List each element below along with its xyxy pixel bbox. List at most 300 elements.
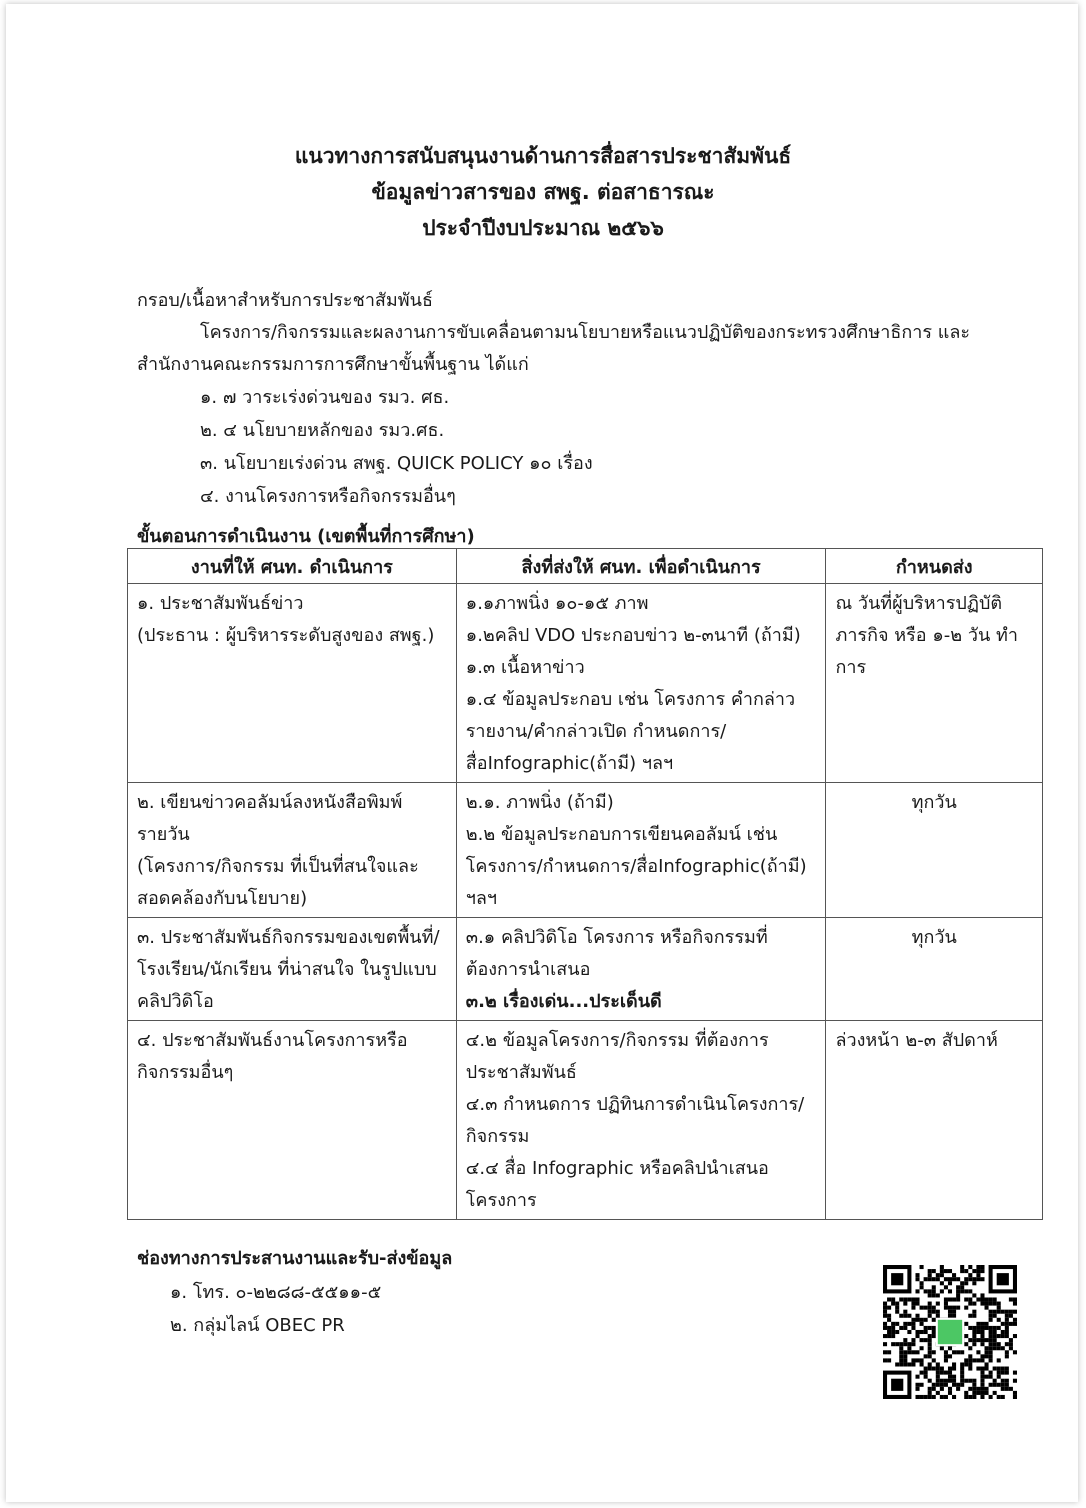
qr-module [968, 1395, 972, 1399]
qr-module [1013, 1371, 1017, 1375]
qr-module [968, 1277, 972, 1281]
qr-module [936, 1310, 940, 1314]
qr-module [907, 1314, 911, 1318]
qr-module [883, 1342, 887, 1346]
qr-module [952, 1379, 956, 1383]
qr-module [920, 1395, 924, 1399]
qr-module [960, 1383, 964, 1387]
qr-module [1005, 1310, 1009, 1314]
qr-module [887, 1314, 891, 1318]
qr-module [948, 1354, 952, 1358]
qr-module [964, 1322, 968, 1326]
qr-module [972, 1338, 976, 1342]
qr-module [1001, 1379, 1005, 1383]
qr-module [976, 1273, 980, 1277]
qr-module [940, 1273, 944, 1277]
qr-module [928, 1342, 932, 1346]
items-cell [456, 918, 826, 1021]
items-cell-line: ๔.๔ สื่อ Infographic หรือคลิปนำเสนอ [465, 1158, 769, 1179]
title-line-2: ข้อมูลข่าวสารของ สพฐ. ต่อสาธารณะ [371, 180, 715, 204]
items-cell-line: ๑.๔ ข้อมูลประกอบ เช่น โครงการ คำกล่าว [465, 689, 796, 710]
qr-module [932, 1350, 936, 1354]
task-cell-line: ๑. ประชาสัมพันธ์ข่าว [137, 593, 304, 614]
qr-module [883, 1306, 887, 1310]
qr-module [940, 1269, 944, 1273]
qr-module [932, 1269, 936, 1273]
qr-module [976, 1338, 980, 1342]
qr-module [940, 1289, 944, 1293]
framework-paragraph-line-2: สำนักงานคณะกรรมการการศึกษาขั้นพื้นฐาน ได้แก่ [137, 354, 529, 375]
qr-module [993, 1302, 997, 1306]
qr-module [968, 1354, 972, 1358]
qr-module [887, 1297, 891, 1301]
qr-module [997, 1395, 1001, 1399]
qr-module [887, 1350, 891, 1354]
qr-module [936, 1314, 940, 1318]
qr-module [924, 1375, 928, 1379]
qr-module [899, 1362, 903, 1366]
qr-module [920, 1265, 924, 1269]
qr-module [928, 1395, 932, 1399]
qr-module [915, 1277, 919, 1281]
qr-module [1005, 1387, 1009, 1391]
qr-module [899, 1297, 903, 1301]
qr-module [985, 1354, 989, 1358]
qr-module [911, 1302, 915, 1306]
deadline-cell-line: ทุกวัน [911, 927, 957, 948]
qr-module [932, 1285, 936, 1289]
items-cell-line: ๓.๒ เรื่องเด่น...ประเด็นดี [465, 991, 662, 1012]
qr-module [948, 1277, 952, 1281]
qr-module [948, 1367, 952, 1371]
deadline-cell-line: ณ วันที่ผู้บริหารปฏิบัติ [835, 593, 1003, 614]
qr-module [936, 1273, 940, 1277]
contact-phone: ๑. โทร. ๐-๒๒๘๘-๕๕๑๑-๕ [170, 1282, 382, 1303]
qr-module [972, 1334, 976, 1338]
qr-module [1005, 1322, 1009, 1326]
qr-module [989, 1310, 993, 1314]
line-logo-icon [938, 1320, 962, 1344]
qr-module [985, 1362, 989, 1366]
qr-module [883, 1310, 887, 1314]
qr-module [976, 1350, 980, 1354]
qr-module [903, 1297, 907, 1301]
qr-module [993, 1379, 997, 1383]
qr-module [932, 1293, 936, 1297]
qr-module [899, 1326, 903, 1330]
qr-module [997, 1334, 1001, 1338]
qr-module [993, 1383, 997, 1387]
qr-module [997, 1326, 1001, 1330]
qr-module [964, 1306, 968, 1310]
qr-module [980, 1387, 984, 1391]
qr-module [928, 1391, 932, 1395]
qr-module [891, 1334, 895, 1338]
qr-module [928, 1334, 932, 1338]
qr-module [956, 1306, 960, 1310]
qr-module [976, 1358, 980, 1362]
qr-module [972, 1358, 976, 1362]
qr-module [928, 1367, 932, 1371]
qr-module [968, 1367, 972, 1371]
qr-module [915, 1375, 919, 1379]
task-cell-line: ๓. ประชาสัมพันธ์กิจกรรมของเขตพื้นที่/ [137, 927, 440, 948]
qr-module [989, 1383, 993, 1387]
qr-module [980, 1358, 984, 1362]
qr-module [972, 1391, 976, 1395]
qr-module [993, 1297, 997, 1301]
qr-module [960, 1362, 964, 1366]
qr-module [989, 1375, 993, 1379]
qr-module [915, 1302, 919, 1306]
qr-module [924, 1338, 928, 1342]
qr-module [952, 1362, 956, 1366]
qr-module [968, 1273, 972, 1277]
qr-module [952, 1383, 956, 1387]
qr-module [907, 1350, 911, 1354]
qr-module [952, 1297, 956, 1301]
qr-module [944, 1350, 948, 1354]
framework-item: ๔. งานโครงการหรือกิจกรรมอื่นๆ [200, 486, 456, 507]
task-cell-line: (โครงการ/กิจกรรม ที่เป็นที่สนใจและ [137, 856, 419, 877]
qr-module [924, 1306, 928, 1310]
qr-module [952, 1395, 956, 1399]
qr-module [1009, 1338, 1013, 1342]
qr-module [936, 1367, 940, 1371]
qr-module [964, 1358, 968, 1362]
qr-module [989, 1334, 993, 1338]
qr-module [915, 1314, 919, 1318]
qr-module [932, 1277, 936, 1281]
task-cell-line: ๒. เขียนข่าวคอลัมน์ลงหนังสือพิมพ์ [137, 792, 403, 813]
qr-module [915, 1334, 919, 1338]
qr-module [993, 1310, 997, 1314]
qr-module [956, 1285, 960, 1289]
qr-module [985, 1306, 989, 1310]
qr-module [972, 1395, 976, 1399]
qr-module [989, 1354, 993, 1358]
qr-module [968, 1338, 972, 1342]
qr-module [928, 1302, 932, 1306]
qr-module [980, 1395, 984, 1399]
qr-module [1005, 1318, 1009, 1322]
qr-module [985, 1302, 989, 1306]
qr-module [920, 1346, 924, 1350]
qr-module [1005, 1350, 1009, 1354]
qr-module [936, 1379, 940, 1383]
qr-module [932, 1318, 936, 1322]
items-cell [456, 584, 826, 783]
qr-module [956, 1297, 960, 1301]
qr-module [993, 1334, 997, 1338]
qr-module [956, 1387, 960, 1391]
qr-module [964, 1395, 968, 1399]
items-cell-line: ประชาสัมพันธ์ [465, 1062, 577, 1083]
items-cell-line: ๑.๑ภาพนิ่ง ๑๐-๑๕ ภาพ [465, 593, 649, 614]
qr-module [1001, 1310, 1005, 1314]
qr-module [895, 1310, 899, 1314]
qr-module [1005, 1330, 1009, 1334]
qr-module [993, 1338, 997, 1342]
qr-module [940, 1346, 944, 1350]
qr-module [1001, 1334, 1005, 1338]
deadline-cell-line: ล่วงหน้า ๒-๓ สัปดาห์ [835, 1030, 998, 1051]
qr-module [980, 1330, 984, 1334]
qr-module [997, 1310, 1001, 1314]
qr-module [1013, 1395, 1017, 1399]
task-cell-line: รายวัน [137, 824, 190, 845]
qr-module [903, 1358, 907, 1362]
qr-module [980, 1322, 984, 1326]
qr-module [920, 1358, 924, 1362]
qr-module [976, 1269, 980, 1273]
task-cell [128, 783, 457, 918]
qr-module [980, 1379, 984, 1383]
qr-module [944, 1269, 948, 1273]
items-cell-line: โครงการ [465, 1190, 537, 1211]
qr-module [1001, 1387, 1005, 1391]
qr-module [928, 1273, 932, 1277]
qr-module [940, 1395, 944, 1399]
qr-module [887, 1330, 891, 1334]
qr-module [895, 1322, 899, 1326]
deadline-cell-line: ทุกวัน [911, 792, 957, 813]
qr-module [924, 1330, 928, 1334]
qr-finder [891, 1379, 903, 1391]
qr-module [989, 1338, 993, 1342]
qr-module [924, 1318, 928, 1322]
qr-module [948, 1310, 952, 1314]
qr-module [968, 1297, 972, 1301]
items-cell-line: ๒.๑. ภาพนิ่ง (ถ้ามี) [465, 792, 614, 813]
qr-module [911, 1350, 915, 1354]
qr-module [911, 1342, 915, 1346]
qr-module [980, 1391, 984, 1395]
qr-module [911, 1326, 915, 1330]
qr-module [976, 1387, 980, 1391]
qr-module [1013, 1302, 1017, 1306]
items-cell-line: รายงาน/คำกล่าวเปิด กำหนดการ/ [465, 721, 727, 742]
qr-module [956, 1350, 960, 1354]
qr-module [944, 1358, 948, 1362]
qr-module [928, 1338, 932, 1342]
qr-module [972, 1269, 976, 1273]
qr-module [997, 1318, 1001, 1322]
qr-module [1005, 1383, 1009, 1387]
qr-module [1005, 1379, 1009, 1383]
qr-module [928, 1277, 932, 1281]
table-row [128, 1021, 1043, 1220]
qr-module [964, 1297, 968, 1301]
qr-module [940, 1383, 944, 1387]
qr-module [911, 1338, 915, 1342]
qr-module [948, 1289, 952, 1293]
qr-module [997, 1358, 1001, 1362]
task-cell-line: (ประธาน : ผู้บริหารระดับสูงของ สพฐ.) [137, 625, 435, 646]
qr-module [968, 1289, 972, 1293]
qr-module [956, 1383, 960, 1387]
qr-module [928, 1310, 932, 1314]
qr-module [972, 1326, 976, 1330]
qr-module [948, 1375, 952, 1379]
qr-module [891, 1322, 895, 1326]
qr-module [980, 1297, 984, 1301]
qr-module [1009, 1342, 1013, 1346]
qr-module [911, 1322, 915, 1326]
procedure-heading: ขั้นตอนการดำเนินงาน (เขตพื้นที่การศึกษา) [137, 526, 475, 547]
framework-item: ๑. ๗ วาระเร่งด่วนของ รมว. ศธ. [200, 387, 450, 408]
qr-module [891, 1326, 895, 1330]
qr-module [915, 1289, 919, 1293]
qr-module [903, 1338, 907, 1342]
qr-module [928, 1379, 932, 1383]
qr-module [960, 1281, 964, 1285]
qr-module [985, 1367, 989, 1371]
qr-module [993, 1346, 997, 1350]
qr-module [928, 1354, 932, 1358]
qr-module [899, 1314, 903, 1318]
qr-module [928, 1362, 932, 1366]
qr-module [960, 1371, 964, 1375]
qr-module [956, 1293, 960, 1297]
task-cell [128, 584, 457, 783]
qr-module [948, 1306, 952, 1310]
qr-module [948, 1387, 952, 1391]
contact-line-group: ๒. กลุ่มไลน์ OBEC PR [170, 1315, 345, 1336]
qr-module [1013, 1350, 1017, 1354]
qr-module [960, 1269, 964, 1273]
qr-module [932, 1289, 936, 1293]
qr-module [980, 1371, 984, 1375]
qr-module [891, 1342, 895, 1346]
qr-module [948, 1379, 952, 1383]
qr-module [1005, 1371, 1009, 1375]
qr-module [883, 1302, 887, 1306]
qr-module [915, 1318, 919, 1322]
qr-module [997, 1375, 1001, 1379]
qr-module [1005, 1326, 1009, 1330]
qr-module [980, 1334, 984, 1338]
qr-module [997, 1302, 1001, 1306]
qr-module [924, 1326, 928, 1330]
deadline-cell-line: ภารกิจ หรือ ๑-๒ วัน ทำ [835, 625, 1018, 646]
qr-module [997, 1346, 1001, 1350]
qr-module [936, 1375, 940, 1379]
qr-module [895, 1362, 899, 1366]
qr-module [997, 1306, 1001, 1310]
qr-module [936, 1383, 940, 1387]
qr-module [948, 1281, 952, 1285]
qr-module [997, 1383, 1001, 1387]
qr-module [928, 1346, 932, 1350]
qr-module [985, 1322, 989, 1326]
qr-module [997, 1371, 1001, 1375]
qr-module [952, 1314, 956, 1318]
qr-module [883, 1358, 887, 1362]
qr-module [964, 1362, 968, 1366]
qr-module [976, 1297, 980, 1301]
qr-module [952, 1350, 956, 1354]
qr-module [883, 1322, 887, 1326]
qr-module [915, 1297, 919, 1301]
qr-module [928, 1269, 932, 1273]
qr-module [911, 1318, 915, 1322]
qr-module [932, 1306, 936, 1310]
qr-module [920, 1318, 924, 1322]
task-cell-line: คลิปวิดิโอ [137, 991, 214, 1012]
qr-module [960, 1375, 964, 1379]
qr-module [993, 1342, 997, 1346]
qr-module [980, 1265, 984, 1269]
qr-finder [891, 1273, 903, 1285]
qr-module [936, 1302, 940, 1306]
qr-module [903, 1314, 907, 1318]
qr-module [960, 1367, 964, 1371]
column-header: งานที่ให้ ศนท. ดำเนินการ [128, 549, 457, 584]
qr-module [928, 1314, 932, 1318]
qr-module [993, 1391, 997, 1395]
deadline-cell [826, 584, 1043, 783]
qr-module [964, 1277, 968, 1281]
qr-module [1009, 1346, 1013, 1350]
table-row [128, 584, 1043, 783]
qr-module [1001, 1330, 1005, 1334]
title-line-3: ประจำปีงบประมาณ ๒๕๖๖ [422, 216, 664, 240]
items-cell-line: ๑.๓ เนื้อหาข่าว [465, 657, 585, 678]
qr-module [928, 1293, 932, 1297]
qr-module [911, 1306, 915, 1310]
title-line-1: แนวทางการสนับสนุนงานด้านการสื่อสารประชาสัมพันธ์ [294, 144, 792, 168]
framework-item: ๓. นโยบายเร่งด่วน สพฐ. QUICK POLICY ๑๐ เรื่อง [200, 453, 593, 474]
qr-module [980, 1354, 984, 1358]
qr-module [1013, 1391, 1017, 1395]
qr-module [1013, 1318, 1017, 1322]
qr-module [936, 1293, 940, 1297]
qr-module [976, 1322, 980, 1326]
qr-module [985, 1297, 989, 1301]
qr-module [928, 1387, 932, 1391]
qr-module [952, 1375, 956, 1379]
framework-heading: กรอบ/เนื้อหาสำหรับการประชาสัมพันธ์ [137, 290, 433, 311]
qr-module [993, 1326, 997, 1330]
qr-module [920, 1371, 924, 1375]
qr-module [932, 1330, 936, 1334]
column-header: สิ่งที่ส่งให้ ศนท. เพื่อดำเนินการ [456, 549, 826, 584]
qr-module [972, 1330, 976, 1334]
qr-module [915, 1330, 919, 1334]
qr-module [940, 1281, 944, 1285]
qr-module [915, 1387, 919, 1391]
qr-module [972, 1310, 976, 1314]
qr-module [932, 1310, 936, 1314]
qr-module [1005, 1367, 1009, 1371]
qr-module [944, 1277, 948, 1281]
qr-module [1013, 1297, 1017, 1301]
qr-module [980, 1342, 984, 1346]
qr-module [948, 1269, 952, 1273]
items-cell-line: ๒.๒ ข้อมูลประกอบการเขียนคอลัมน์ เช่น [465, 824, 778, 845]
items-cell-line: ฯลฯ [465, 888, 498, 909]
qr-module [980, 1269, 984, 1273]
qr-module [956, 1289, 960, 1293]
qr-module [960, 1350, 964, 1354]
qr-module [989, 1318, 993, 1322]
qr-module [964, 1289, 968, 1293]
qr-module [924, 1354, 928, 1358]
qr-module [993, 1314, 997, 1318]
qr-module [944, 1285, 948, 1289]
qr-module [915, 1395, 919, 1399]
